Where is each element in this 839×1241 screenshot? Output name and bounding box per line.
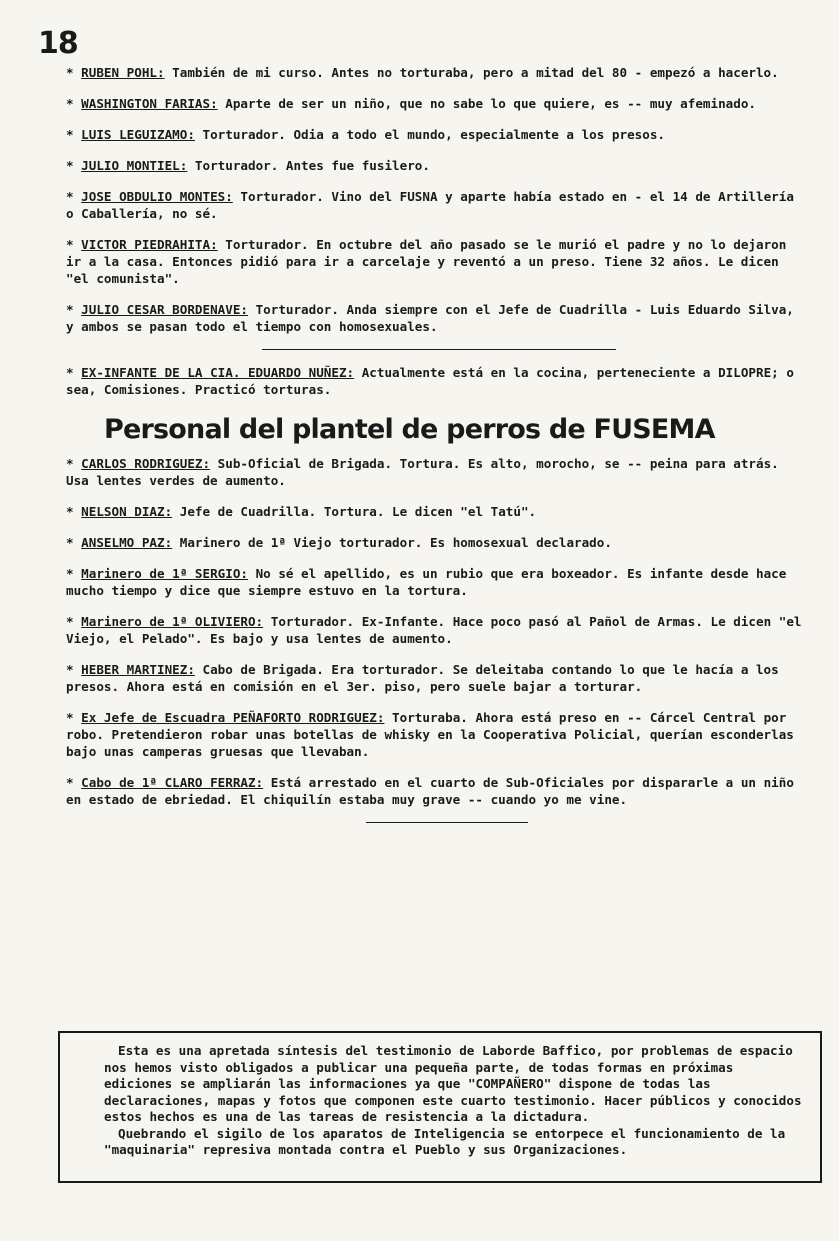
entry-text: Actualmente está en la cocina, perteneciente a DILOPRE; o sea, Comisiones. Practicó torturas. xyxy=(66,365,794,397)
entry-text: Aparte de ser un niño, que no sabe lo que quiere, es -- muy afeminado. xyxy=(217,96,756,111)
entry-name: ANSELMO PAZ: xyxy=(81,535,173,550)
entry-julio-montiel: * JULIO MONTIEL: Torturador. Antes fue fusilero. xyxy=(66,158,430,173)
entry-text: Torturador. Odia a todo el mundo, especialmente a los presos. xyxy=(194,127,665,142)
entry-heber-martinez: * HEBER MARTINEZ: Cabo de Brigada. Era torturador. Se deleitaba contando lo que le hacía a los presos. Ahora está en comisión en el 3er. piso, pero suele bajar a torturar. xyxy=(66,662,779,694)
editorial-note-box xyxy=(58,1031,822,1183)
entry-ruben-pohl: * RUBEN POHL: También de mi curso. Antes no torturaba, pero a mitad del 80 - empezó a hacerlo. xyxy=(66,65,779,80)
entry-text: Está arrestado en el cuarto de Sub-Oficiales por dispararle a un niño en estado de ebriedad. El chiquilín estaba muy grave -- cuando yo me vine. xyxy=(66,775,794,807)
entry-name: JULIO CESAR BORDENAVE: xyxy=(81,302,248,317)
entry-text: Marinero de 1ª Viejo torturador. Es homosexual declarado. xyxy=(172,535,612,550)
note-paragraph: Esta es una apretada síntesis del testimonio de Laborde Baffico, por problemas de espacio nos hemos visto obligados a publicar una pequeña parte, de todas formas en próximas ediciones se ampliarán las informaciones ya que "COMPAÑERO" dispone de todas las declaraciones, mapas y fotos que componen este cuarto testimonio. Hacer públicos y conocidos estos hechos es una de las tareas de resistencia a la dictadura. xyxy=(104,1043,802,1124)
note-paragraph: Quebrando el sigilo de los aparatos de Inteligencia se entorpece el funcionamiento de la "maquinaria" represiva montada contra el Pueblo y sus Organizaciones. xyxy=(104,1125,786,1157)
entry-eduardo-nunez: * EX-INFANTE DE LA CIA. EDUARDO NUÑEZ: Actualmente está en la cocina, perteneciente a DILOPRE; o sea, Comisiones. Practicó torturas. xyxy=(66,365,794,397)
entry-claro-ferraz: * Cabo de 1ª CLARO FERRAZ: Está arrestado en el cuarto de Sub-Oficiales por dispararle a un niño en estado de ebriedad. El chiquilín estaba muy grave -- cuando yo me vine. xyxy=(66,775,794,807)
entry-name: VICTOR PIEDRAHITA: xyxy=(81,237,218,252)
entry-text: También de mi curso. Antes no torturaba, pero a mitad del 80 - empezó a hacerlo. xyxy=(164,65,779,80)
entry-victor-piedrahita: * VICTOR PIEDRAHITA: Torturador. En octubre del año pasado se le murió el padre y no lo dejaron ir a la casa. Entonces pidió para ir a carcelaje y reventó a un preso. Tiene 32 años. Le dicen "el comunista". xyxy=(66,237,787,286)
entry-sergio: * Marinero de 1ª SERGIO: No sé el apellido, es un rubio que era boxeador. Es infante desde hace mucho tiempo y dice que siempre estuvo en la tortura. xyxy=(66,566,787,598)
page-number: 18 xyxy=(38,26,78,61)
entry-name: JOSE OBDULIO MONTES: xyxy=(81,189,233,204)
entry-nelson-diaz: * NELSON DIAZ: Jefe de Cuadrilla. Tortura. Le dicen "el Tatú". xyxy=(66,504,537,519)
entry-carlos-rodriguez: * CARLOS RODRIGUEZ: Sub-Oficial de Brigada. Tortura. Es alto, morocho, se -- peina para atrás. Usa lentes verdes de aumento. xyxy=(66,456,779,488)
entry-name: Marinero de 1ª SERGIO: xyxy=(81,566,248,581)
entry-text: Torturador. Anda siempre con el Jefe de Cuadrilla - Luis Eduardo Silva, y ambos se pasan todo el tiempo con homosexuales. xyxy=(66,302,794,334)
entry-name: EX-INFANTE DE LA CIA. EDUARDO NUÑEZ: xyxy=(81,365,355,380)
entry-text: Torturador. Vino del FUSNA y aparte había estado en - el 14 de Artillería o Caballería, no sé. xyxy=(66,189,794,221)
entry-jose-obdulio-montes: * JOSE OBDULIO MONTES: Torturador. Vino del FUSNA y aparte había estado en - el 14 de Artillería o Caballería, no sé. xyxy=(66,189,794,221)
section-heading: Personal del plantel de perros de FUSEMA xyxy=(104,414,715,445)
closing-divider xyxy=(366,822,528,823)
entry-penaforto-rodriguez: * Ex Jefe de Escuadra PEÑAFORTO RODRIGUEZ: Torturaba. Ahora está preso en -- Cárcel Central por robo. Pretendieron robar unas botellas de whisky en la Cooperativa Policial, querían esconderlas bajo unas camperas gruesas que llevaban. xyxy=(66,710,794,759)
entry-anselmo-paz: * ANSELMO PAZ: Marinero de 1ª Viejo torturador. Es homosexual declarado. xyxy=(66,535,612,550)
entry-name: LUIS LEGUIZAMO: xyxy=(81,127,195,142)
entry-julio-cesar-bordenave: * JULIO CESAR BORDENAVE: Torturador. Anda siempre con el Jefe de Cuadrilla - Luis Eduardo Silva, y ambos se pasan todo el tiempo con homosexuales. xyxy=(66,302,794,334)
entry-name: NELSON DIAZ: xyxy=(81,504,173,519)
entry-name: Marinero de 1ª OLIVIERO: xyxy=(81,614,264,629)
entry-name: HEBER MARTINEZ: xyxy=(81,662,195,677)
entry-text: Torturaba. Ahora está preso en -- Cárcel Central por robo. Pretendieron robar unas botellas de whisky en la Cooperativa Policial, querían esconderlas bajo unas camperas gruesas que llevaban. xyxy=(66,710,794,759)
entry-name: CARLOS RODRIGUEZ: xyxy=(81,456,211,471)
entry-name: Ex Jefe de Escuadra PEÑAFORTO RODRIGUEZ: xyxy=(81,710,385,725)
section-divider xyxy=(262,349,616,350)
entry-oliviero: * Marinero de 1ª OLIVIERO: Torturador. Ex-Infante. Hace poco pasó al Pañol de Armas. Le dicen "el Viejo, el Pelado". Es bajo y usa lentes de aumento. xyxy=(66,614,802,646)
entry-text: No sé el apellido, es un rubio que era boxeador. Es infante desde hace mucho tiempo y dice que siempre estuvo en la tortura. xyxy=(66,566,787,598)
entry-text: Torturador. Ex-Infante. Hace poco pasó al Pañol de Armas. Le dicen "el Viejo, el Pelado". Es bajo y usa lentes de aumento. xyxy=(66,614,802,646)
article-body xyxy=(66,64,802,823)
entry-name: WASHINGTON FARIAS: xyxy=(81,96,218,111)
entry-name: Cabo de 1ª CLARO FERRAZ: xyxy=(81,775,264,790)
entry-name: JULIO MONTIEL: xyxy=(81,158,188,173)
entry-luis-leguizamo: * LUIS LEGUIZAMO: Torturador. Odia a todo el mundo, especialmente a los presos. xyxy=(66,127,665,142)
entry-text: Torturador. En octubre del año pasado se le murió el padre y no lo dejaron ir a la casa. Entonces pidió para ir a carcelaje y reventó a un preso. Tiene 32 años. Le dicen "el comunista". xyxy=(66,237,787,286)
entry-washington-farias: * WASHINGTON FARIAS: Aparte de ser un niño, que no sabe lo que quiere, es -- muy afeminado. xyxy=(66,96,756,111)
entry-text: Sub-Oficial de Brigada. Tortura. Es alto, morocho, se -- peina para atrás. Usa lentes verdes de aumento. xyxy=(66,456,779,488)
entry-name: RUBEN POHL: xyxy=(81,65,165,80)
entry-text: Torturador. Antes fue fusilero. xyxy=(187,158,430,173)
entry-text: Jefe de Cuadrilla. Tortura. Le dicen "el Tatú". xyxy=(172,504,537,519)
entry-text: Cabo de Brigada. Era torturador. Se deleitaba contando lo que le hacía a los presos. Ahora está en comisión en el 3er. piso, pero suele bajar a torturar. xyxy=(66,662,779,694)
